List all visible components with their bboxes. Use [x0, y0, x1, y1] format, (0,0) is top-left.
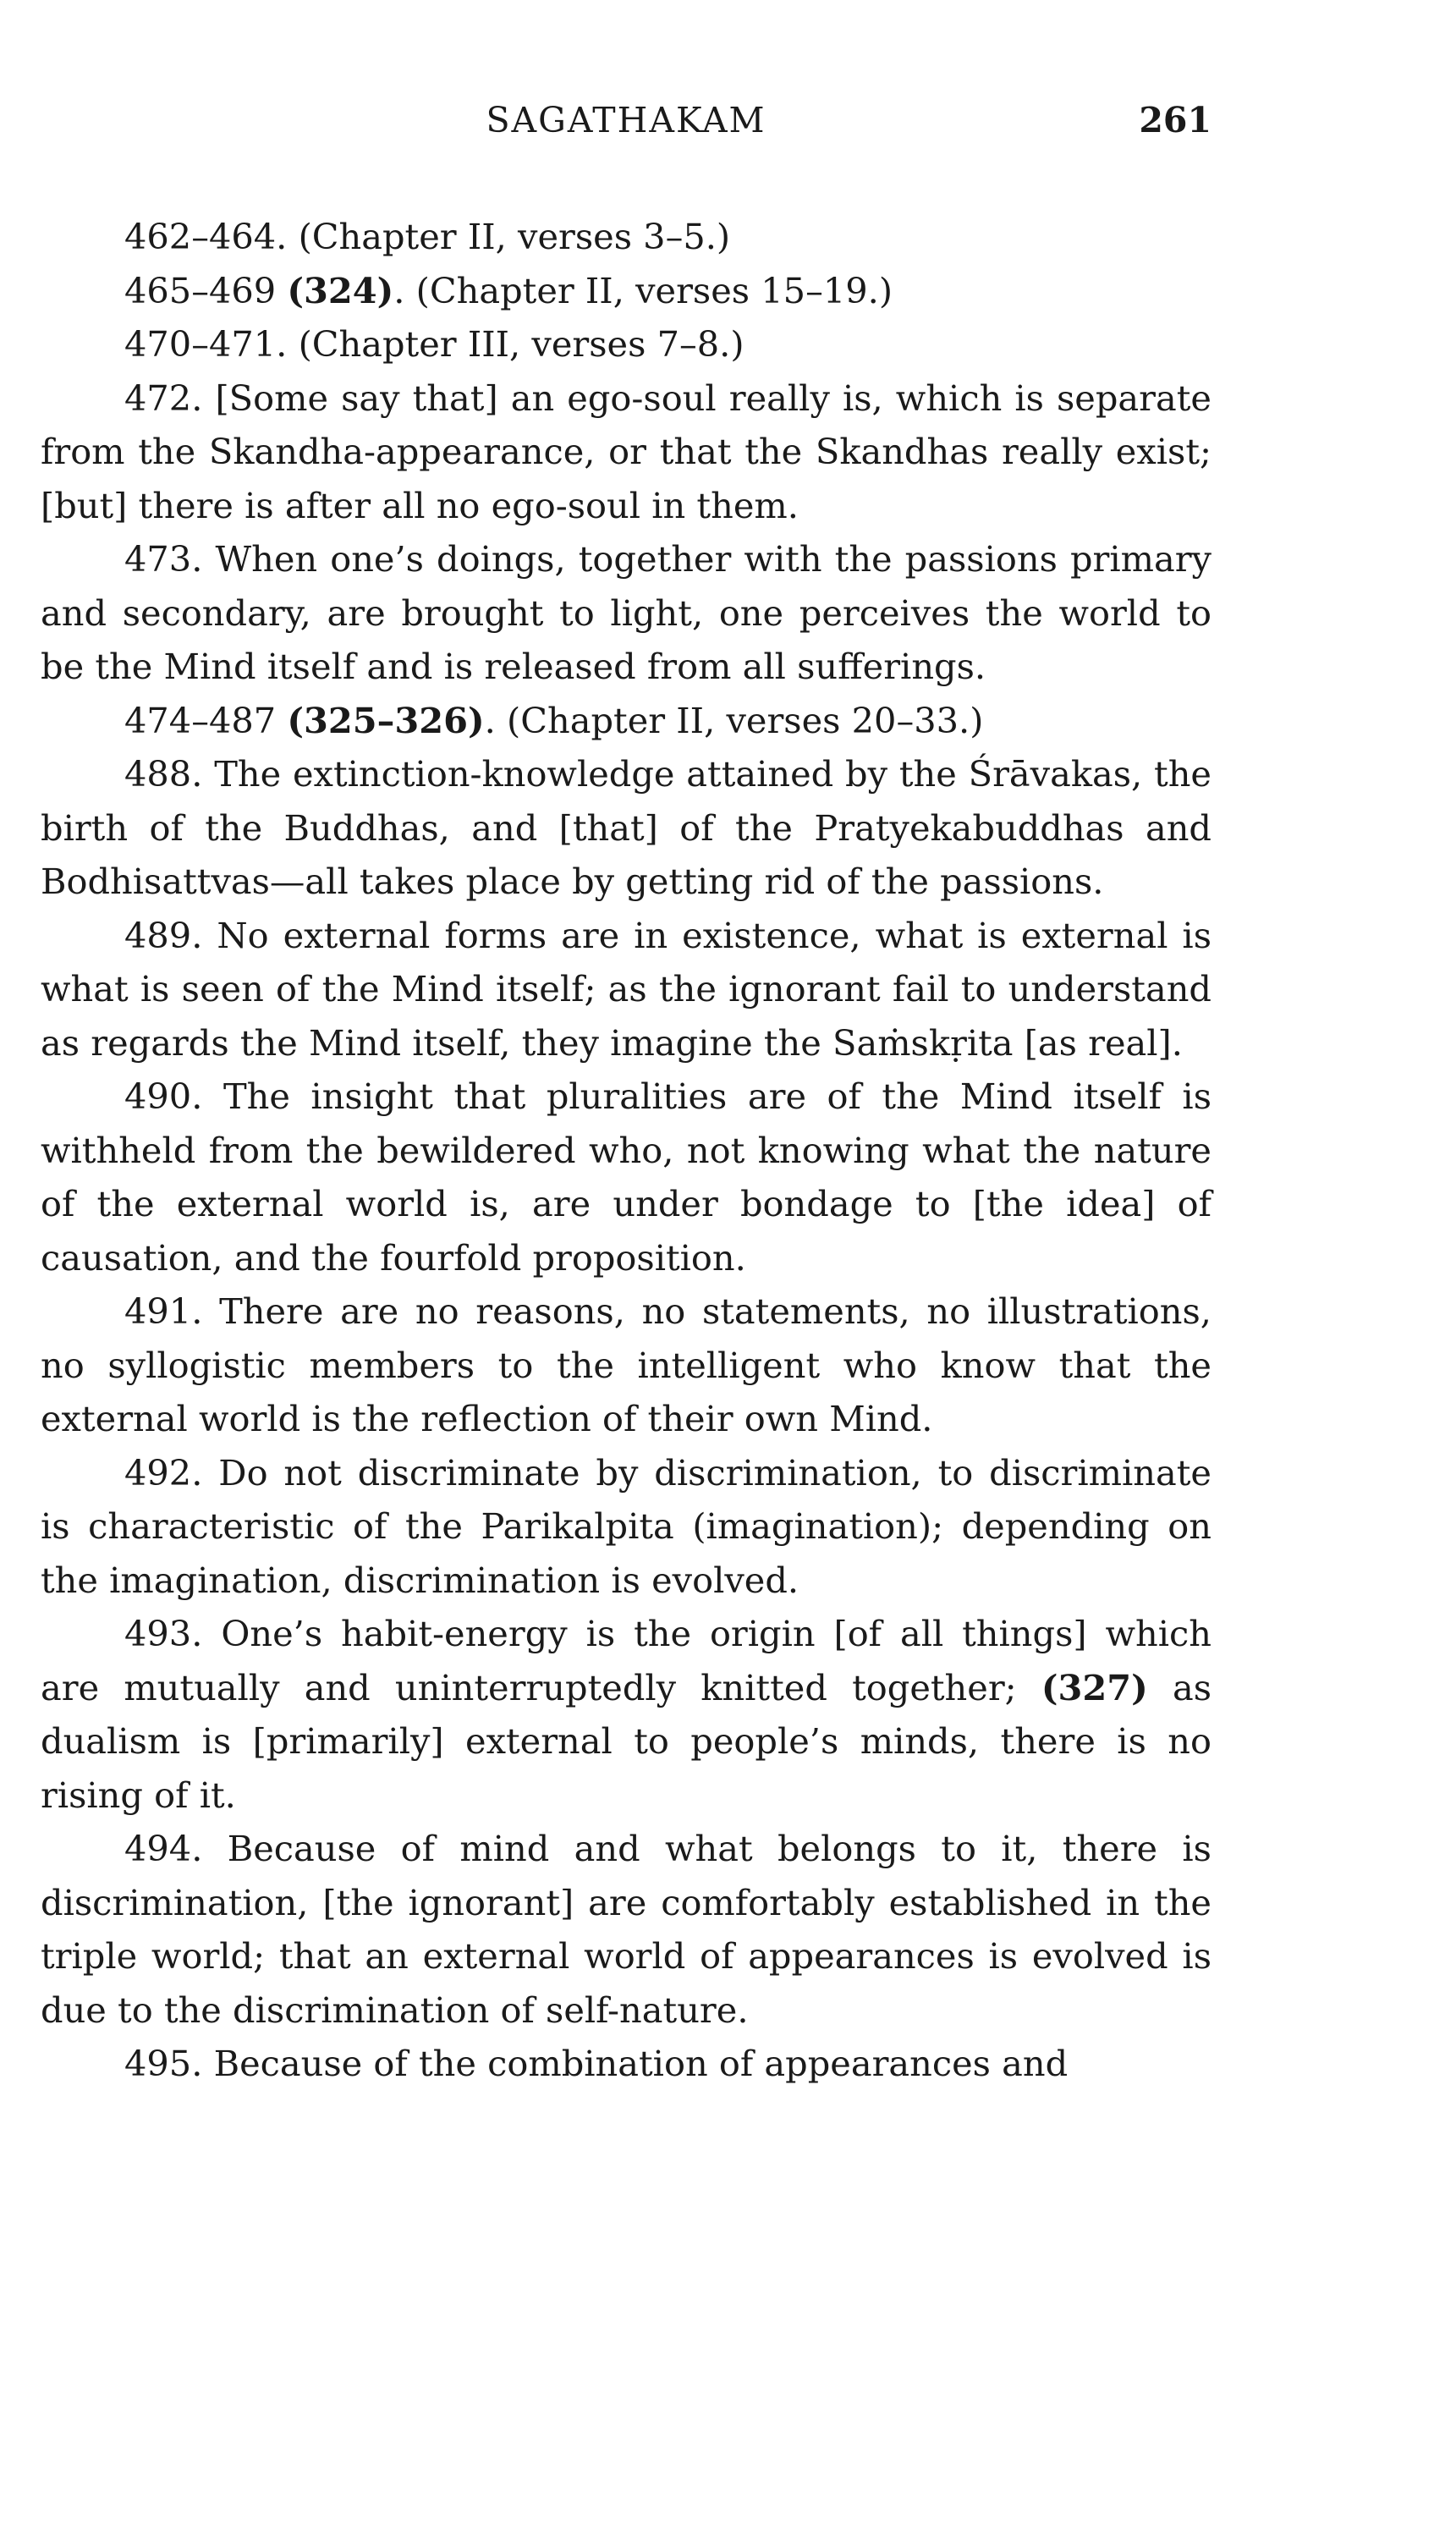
entry-number: 473.: [124, 538, 203, 580]
entry-492: [41, 1446, 1212, 1608]
original-page-ref: (327): [1041, 1666, 1148, 1708]
entry-text: There are no reasons, no statements, no illustrations, no syllogistic members to the intelligent who know that the external world is the reflection of their own Mind.: [41, 1290, 1212, 1439]
entry-text: The insight that pluralities are of the Mind itself is withheld from the bewildered who, not knowing what the nature of the external world is, are under bondage to [the idea] of causation, and the fourfold proposition.: [41, 1075, 1212, 1279]
entry-number: 488.: [124, 753, 203, 795]
entry-text: One’s habit-energy is the origin [of all things] which are mutually and uninterruptedly knitted together;: [41, 1613, 1212, 1708]
entry-number: 470–471.: [124, 323, 288, 365]
entry-text: [Some say that] an ego-soul really is, which is separate from the Skandha-appearance, or that the Skandhas really exist; [but] there is after all no ego-soul in them.: [41, 377, 1212, 526]
entry-text: (Chapter II, verses 3–5.): [298, 216, 731, 257]
entry-text: The extinction-knowledge attained by the Śrāvakas, the birth of the Buddhas, and [that] of the Pratyekabuddhas and Bodhisattvas—all takes place by getting rid of the passions.: [41, 753, 1212, 902]
entry-number: 491.: [124, 1290, 203, 1332]
entry-494: [41, 1822, 1212, 2037]
entry-490: [41, 1070, 1212, 1285]
entry-number: 462–464.: [124, 216, 288, 257]
entry-text: . (Chapter II, verses 15–19.): [393, 269, 893, 311]
entry-text: Do not discriminate by discrimination, to discriminate is characteristic of the Parikalpita (imagination); depending on the imagination, discrimination is evolved.: [41, 1451, 1212, 1601]
entry-462-464: [41, 210, 1212, 264]
entry-number: 465–469: [124, 269, 277, 311]
entry-491: [41, 1285, 1212, 1446]
page-number: 261: [1139, 100, 1212, 140]
entry-text: When one’s doings, together with the passions primary and secondary, are brought to light, one perceives the world to be the Mind itself and is released from all sufferings.: [41, 538, 1212, 687]
entry-number: 472.: [124, 377, 203, 419]
entry-465-469: [41, 264, 1212, 318]
entry-472: [41, 371, 1212, 533]
entry-number: 490.: [124, 1075, 203, 1117]
running-title: SAGATHAKAM: [486, 100, 766, 140]
entry-text: Because of mind and what belongs to it, there is discrimination, [the ignorant] are comfortably established in the triple world; that an external world of appearances is evolved is due to the discrimination of self-nature.: [41, 1828, 1212, 2031]
entry-number: 493.: [124, 1613, 203, 1654]
entry-text: . (Chapter II, verses 20–33.): [484, 699, 984, 741]
entry-text: No external forms are in existence, what is external is what is seen of the Mind itself; as the ignorant fail to understand as regards the Mind itself, they imagine the Saṁskṛita [as real].: [41, 914, 1212, 1064]
entry-text-continued: as dualism is [primarily] external to people’s minds, there is no rising of it.: [41, 1666, 1212, 1816]
entry-474-487: [41, 694, 1212, 748]
entry-493: [41, 1607, 1212, 1822]
original-page-ref: (324): [287, 269, 394, 311]
entry-number: 495.: [124, 2043, 203, 2084]
verse-entries: [41, 210, 1212, 2091]
entry-text: Because of the combination of appearances and: [213, 2043, 1069, 2084]
entry-text: (Chapter III, verses 7–8.): [298, 323, 744, 365]
entry-number: 474–487: [124, 699, 277, 741]
entry-470-471: [41, 317, 1212, 371]
entry-489: [41, 909, 1212, 1070]
book-page: [41, 100, 1212, 2091]
running-head: [41, 100, 1212, 147]
entry-number: 492.: [124, 1451, 203, 1494]
entry-495: [41, 2037, 1212, 2091]
entry-number: 494.: [124, 1828, 203, 1869]
entry-488: [41, 747, 1212, 909]
original-page-ref: (325–326): [287, 699, 485, 741]
entry-number: 489.: [124, 914, 203, 956]
entry-473: [41, 532, 1212, 694]
